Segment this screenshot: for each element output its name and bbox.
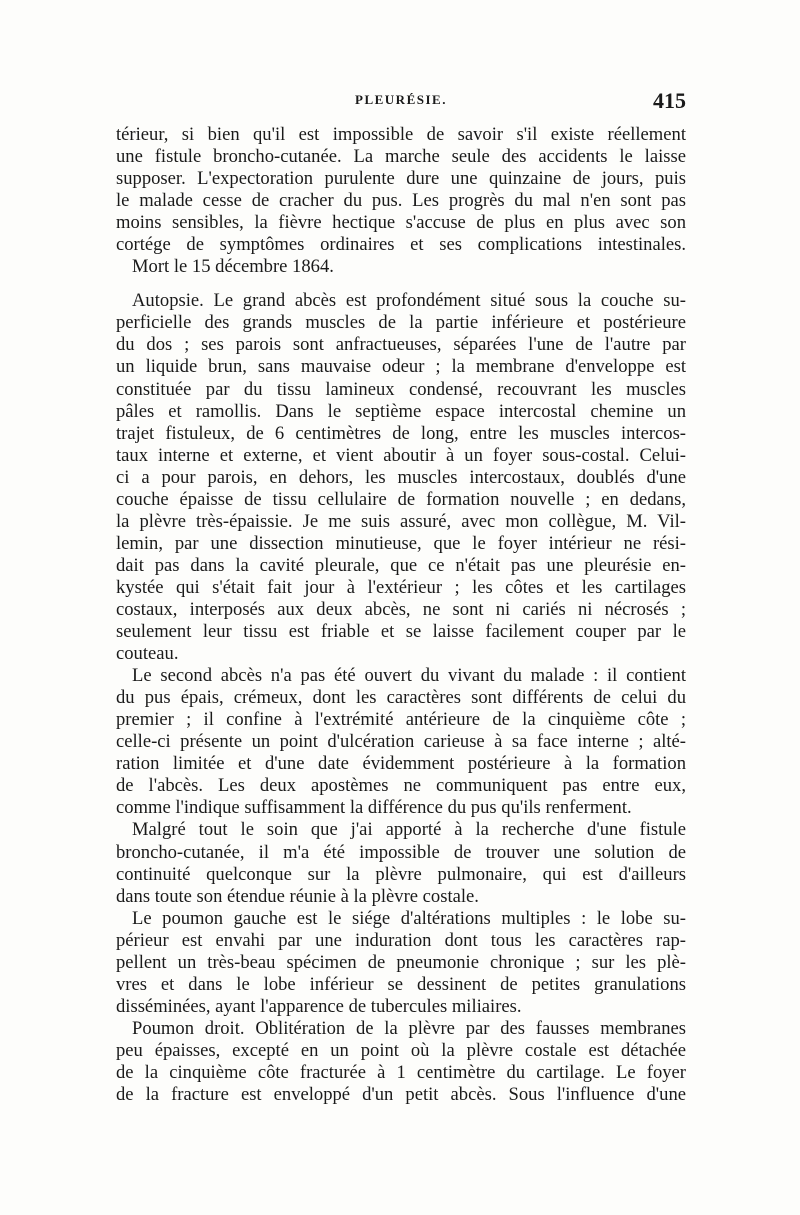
- text-line: périeur est envahi par une induration dont tous les caractères rap-: [116, 929, 686, 951]
- text-line: pâles et ramollis. Dans le septième espace intercostal chemine un: [116, 400, 686, 422]
- text-line: dans toute son étendue réunie à la plèvre costale.: [116, 885, 479, 907]
- text-line: supposer. L'expectoration purulente dure une quinzaine de jours, puis: [116, 168, 686, 190]
- text-line: constituée par du tissu lamineux condensé, recouvrant les muscles: [116, 378, 686, 400]
- text-line: pellent un très-beau spécimen de pneumonie chronique ; sur les plè-: [116, 951, 686, 973]
- text-line: ration limitée et d'une date évidemment postérieure à la formation: [116, 753, 686, 775]
- text-line: Malgré tout le soin que j'ai apporté à la recherche d'une fistule: [132, 819, 686, 841]
- text-line: ci a pour parois, en dehors, les muscles intercostaux, doublés d'une: [116, 466, 686, 488]
- text-line: térieur, si bien qu'il est impossible de savoir s'il existe réellement: [116, 124, 686, 145]
- text-line: moins sensibles, la fièvre hectique s'accuse de plus en plus avec son: [116, 212, 686, 234]
- text-line: trajet fistuleux, de 6 centimètres de long, entre les muscles intercos-: [116, 422, 686, 444]
- text-line: seulement leur tissu est friable et se laisse facilement couper par le: [116, 621, 686, 643]
- running-title: PLEURÉSIE.: [355, 92, 447, 107]
- running-header: [116, 88, 686, 116]
- text-line: lemin, par une dissection minutieuse, que le foyer intérieur ne rési-: [116, 532, 686, 554]
- text-line: cortége de symptômes ordinaires et ses complications intestinales.: [116, 234, 686, 256]
- text-line: la plèvre très-épaissie. Je me suis assuré, avec mon collègue, M. Vil-: [116, 510, 686, 532]
- text-line: perficielle des grands muscles de la partie inférieure et postérieure: [116, 312, 686, 334]
- text-line: celle-ci présente un point d'ulcération carieuse à sa face interne ; alté-: [116, 731, 686, 753]
- text-line: continuité quelconque sur la plèvre pulmonaire, qui est d'ailleurs: [116, 863, 686, 885]
- text-line: taux interne et externe, et vient aboutir à un foyer sous-costal. Celui-: [116, 444, 686, 466]
- text-line: de la cinquième côte fracturée à 1 centimètre du cartilage. Le foyer: [116, 1061, 686, 1083]
- text-line: premier ; il confine à l'extrémité antérieure de la cinquième côte ;: [116, 709, 686, 731]
- text-line: le malade cesse de cracher du pus. Les progrès du mal n'en sont pas: [116, 190, 686, 212]
- text-line: un liquide brun, sans mauvaise odeur ; la membrane d'enveloppe est: [116, 356, 686, 378]
- text-line: broncho-cutanée, il m'a été impossible de trouver une solution de: [116, 841, 686, 863]
- text-line: du pus épais, crémeux, dont les caractères sont différents de celui du: [116, 687, 686, 709]
- body-text: [116, 124, 686, 1106]
- text-line: Mort le 15 décembre 1864.: [132, 256, 334, 278]
- text-line: comme l'indique suffisamment la différence du pus qu'ils renferment.: [116, 797, 632, 819]
- text-line: Autopsie. Le grand abcès est profondément situé sous la couche su-: [132, 290, 686, 312]
- text-line: vres et dans le lobe inférieur se dessinent de petites granulations: [116, 973, 686, 995]
- text-line: peu épaisses, excepté en un point où la plèvre costale est détachée: [116, 1039, 686, 1061]
- text-line: une fistule broncho-cutanée. La marche seule des accidents le laisse: [116, 146, 686, 168]
- text-line: de l'abcès. Les deux apostèmes ne communiquent pas entre eux,: [116, 775, 686, 797]
- text-line: costaux, interposés aux deux abcès, ne sont ni cariés ni nécrosés ;: [116, 598, 686, 620]
- text-line: couteau.: [116, 643, 179, 665]
- text-line: kystée qui s'était fait jour à l'extérieur ; les côtes et les cartilages: [116, 576, 686, 598]
- text-line: couche épaisse de tissu cellulaire de formation nouvelle ; en dedans,: [116, 488, 686, 510]
- text-line: disséminées, ayant l'apparence de tubercules miliaires.: [116, 995, 522, 1017]
- text-line: dait pas dans la cavité pleurale, que ce n'était pas une pleurésie en-: [116, 554, 686, 576]
- page-number: 415: [653, 88, 686, 113]
- text-line: Le second abcès n'a pas été ouvert du vivant du malade : il contient: [132, 665, 686, 687]
- text-line: du dos ; ses parois sont anfractueuses, séparées l'une de l'autre par: [116, 334, 686, 356]
- text-line: de la fracture est enveloppé d'un petit abcès. Sous l'influence d'une: [116, 1084, 686, 1106]
- text-line: Poumon droit. Oblitération de la plèvre par des fausses membranes: [132, 1017, 686, 1039]
- text-line: Le poumon gauche est le siége d'altérations multiples : le lobe su-: [132, 907, 686, 929]
